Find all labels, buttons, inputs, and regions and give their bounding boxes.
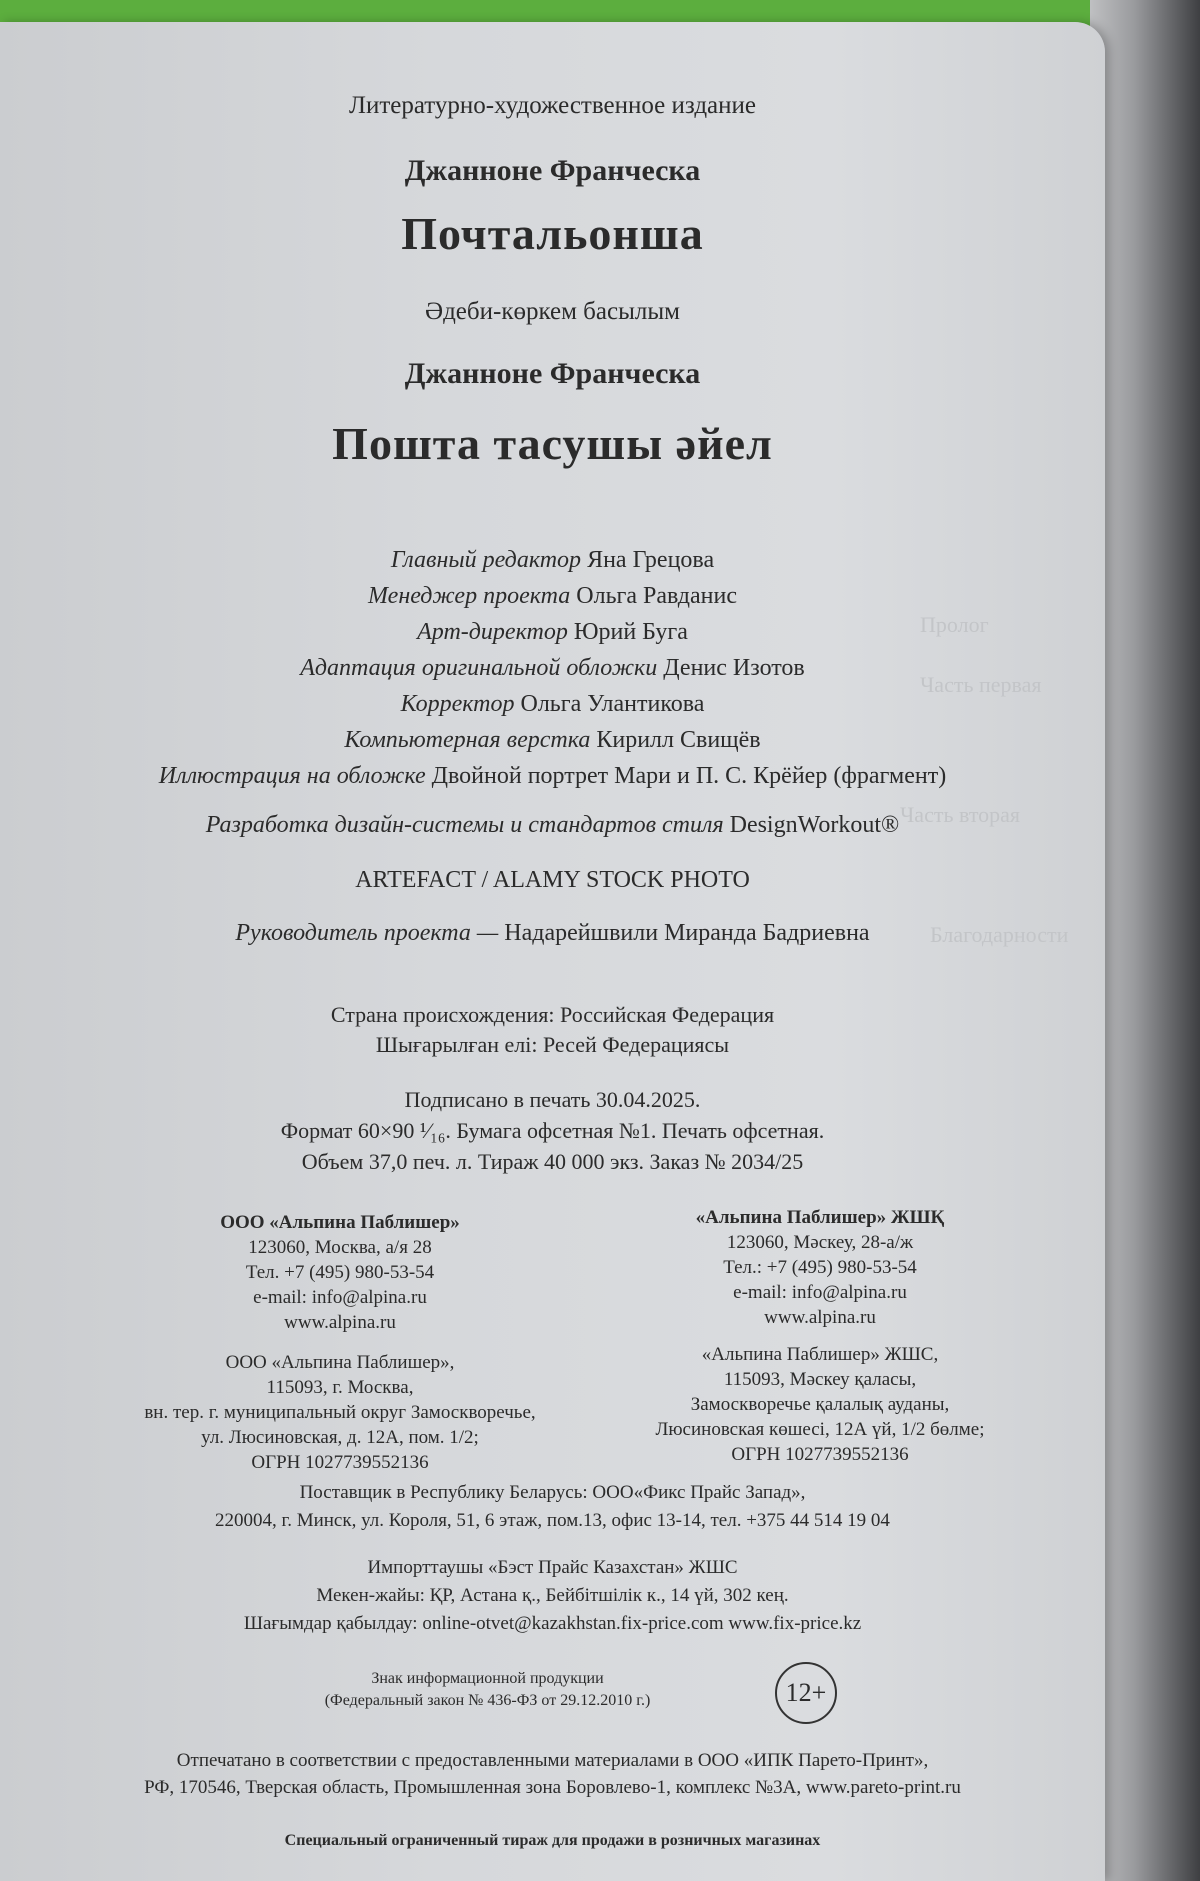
credit-name: Ольга Улантикова: [520, 691, 705, 717]
edition-kz: Әдеби-көркем басылым: [425, 298, 680, 325]
credit-line: [0, 547, 1105, 574]
credit-line: [0, 583, 1105, 610]
kz-importer: Импорттаушы «Бэст Прайс Казахстан» ЖШС: [367, 1557, 738, 1578]
project-lead: [0, 920, 1105, 947]
title-kz: Пошта тасушы әйел: [332, 418, 773, 469]
credit-name: Денис Изотов: [663, 655, 805, 681]
credit-role: Компьютерная верстка: [344, 727, 591, 753]
credit-line: [0, 691, 1105, 718]
show-through-text: Часть вторая: [900, 802, 1021, 827]
legal-right: [590, 1342, 1050, 1467]
legal-left: [110, 1350, 570, 1475]
credit-line: [0, 727, 1105, 754]
publisher-address: 123060, Москва, а/я 28: [248, 1237, 432, 1258]
credit-role: Адаптация оригинальной обложки: [300, 655, 658, 681]
show-through-text: Пролог: [920, 612, 989, 637]
publisher-email: e-mail: info@alpina.ru: [253, 1287, 427, 1308]
legal-line: «Альпина Паблишер» ЖШС,: [701, 1344, 939, 1365]
kz-address: Мекен-жайы: ҚР, Астана қ., Бейбітшілік к., 14 үй, 302 кең.: [316, 1585, 789, 1606]
origin-kz: Шығарылған елі: Ресей Федерациясы: [375, 1032, 730, 1057]
credit-line: [0, 812, 1105, 839]
credit-line: [0, 619, 1105, 646]
project-lead-name: Надарейшвили Миранда Бадриевна: [504, 920, 870, 946]
show-through-text: Часть первая: [920, 672, 1042, 697]
credit-name: Двойной портрет Мари и П. С. Крёйер (фрагмент): [431, 763, 947, 789]
credit-name: Кирилл Свищёв: [596, 727, 761, 753]
footer-note: Специальный ограниченный тираж для продажи в розничных магазинах: [284, 1832, 821, 1849]
credit-line: [0, 655, 1105, 682]
credit-line: [0, 763, 1105, 790]
credit-name: DesignWorkout®: [729, 812, 900, 838]
credit-name: Юрий Буга: [573, 619, 688, 645]
legal-line: Замоскворечье қалалық ауданы,: [690, 1394, 950, 1415]
origin-ru: Страна происхождения: Российская Федерация: [330, 1002, 775, 1027]
publisher-website: www.alpina.ru: [284, 1312, 396, 1333]
author-kz: Джаннонe Франческа: [404, 357, 701, 390]
volume-info: Объем 37,0 печ. л. Тираж 40 000 экз. Заказ № 2034/25: [301, 1149, 804, 1174]
photo-credit: ARTEFACT / ALAMY STOCK PHOTO: [355, 867, 750, 893]
kz-complaints: Шағымдар қабылдау: online-otvet@kazakhstan.fix-price.com www.fix-price.kz: [243, 1613, 862, 1634]
age-rating-badge: 12+: [775, 1662, 837, 1724]
author-ru: Джаннонe Франческа: [404, 154, 701, 187]
printer-address: РФ, 170546, Тверская область, Промышленная зона Боровлево-1, комплекс №3А, www.pareto-print.ru: [144, 1777, 961, 1798]
title-ru: Почтальонша: [401, 208, 704, 259]
publisher-right: [590, 1205, 1050, 1330]
publisher-name: ООО «Альпина Паблишер»: [220, 1212, 460, 1233]
credit-role: Иллюстрация на обложке: [158, 763, 426, 789]
publisher-phone: Тел. +7 (495) 980-53-54: [245, 1262, 435, 1283]
legal-line: Люсиновская көшесі, 12А үй, 1/2 бөлме;: [655, 1419, 985, 1440]
legal-line: ОГРН 1027739552136: [251, 1452, 429, 1473]
legal-line: ул. Люсиновская, д. 12А, пом. 1/2;: [201, 1427, 479, 1448]
publisher-left: [110, 1210, 570, 1335]
publisher-email: e-mail: info@alpina.ru: [733, 1282, 907, 1303]
belarus-supplier: Поставщик в Республику Беларусь: ООО«Фикс Прайс Запад»,: [299, 1482, 806, 1503]
legal-line: ОГРН 1027739552136: [731, 1444, 909, 1465]
info-sign-law: (Федеральный закон № 436-ФЗ от 29.12.2010 г.): [324, 1692, 651, 1709]
credit-role: Арт-директор: [417, 619, 568, 645]
project-lead-role: Руководитель проекта —: [235, 920, 499, 946]
publisher-website: www.alpina.ru: [764, 1307, 876, 1328]
legal-line: ООО «Альпина Паблишер»,: [225, 1352, 455, 1373]
publisher-name: «Альпина Паблишер» ЖШҚ: [695, 1207, 945, 1228]
printer-line: Отпечатано в соответствии с предоставленными материалами в ООО «ИПК Парето-Принт»,: [176, 1750, 929, 1771]
edition-ru: Литературно-художественное издание: [349, 92, 756, 119]
credit-role: Менеджер проекта: [368, 583, 571, 609]
format-info: Формат 60×90 ¹⁄₁₆. Бумага офсетная №1. Печать офсетная.: [280, 1118, 825, 1143]
belarus-address: 220004, г. Минск, ул. Короля, 51, 6 этаж, пом.13, офис 13-14, тел. +375 44 514 19 04: [215, 1510, 890, 1531]
credit-name: Ольга Равданис: [576, 583, 737, 609]
credit-role: Разработка дизайн-системы и стандартов стиля: [205, 812, 724, 838]
legal-line: 115093, г. Москва,: [266, 1377, 414, 1398]
credit-role: Главный редактор: [390, 547, 582, 573]
credit-role: Корректор: [400, 691, 515, 717]
signed-to-print: Подписано в печать 30.04.2025.: [404, 1087, 701, 1112]
book-page: [0, 22, 1105, 1881]
credit-name: Яна Грецова: [587, 547, 715, 573]
legal-line: 115093, Мәскеу қаласы,: [723, 1369, 917, 1390]
book-edge: [1090, 0, 1200, 1881]
show-through-text: Благодарности: [930, 922, 1069, 947]
legal-line: вн. тер. г. муниципальный округ Замоскворечье,: [144, 1402, 536, 1423]
publisher-address: 123060, Мәскеу, 28-а/ж: [726, 1232, 914, 1253]
info-sign-label: Знак информационной продукции: [371, 1670, 604, 1687]
publisher-phone: Тел.: +7 (495) 980-53-54: [723, 1257, 917, 1278]
